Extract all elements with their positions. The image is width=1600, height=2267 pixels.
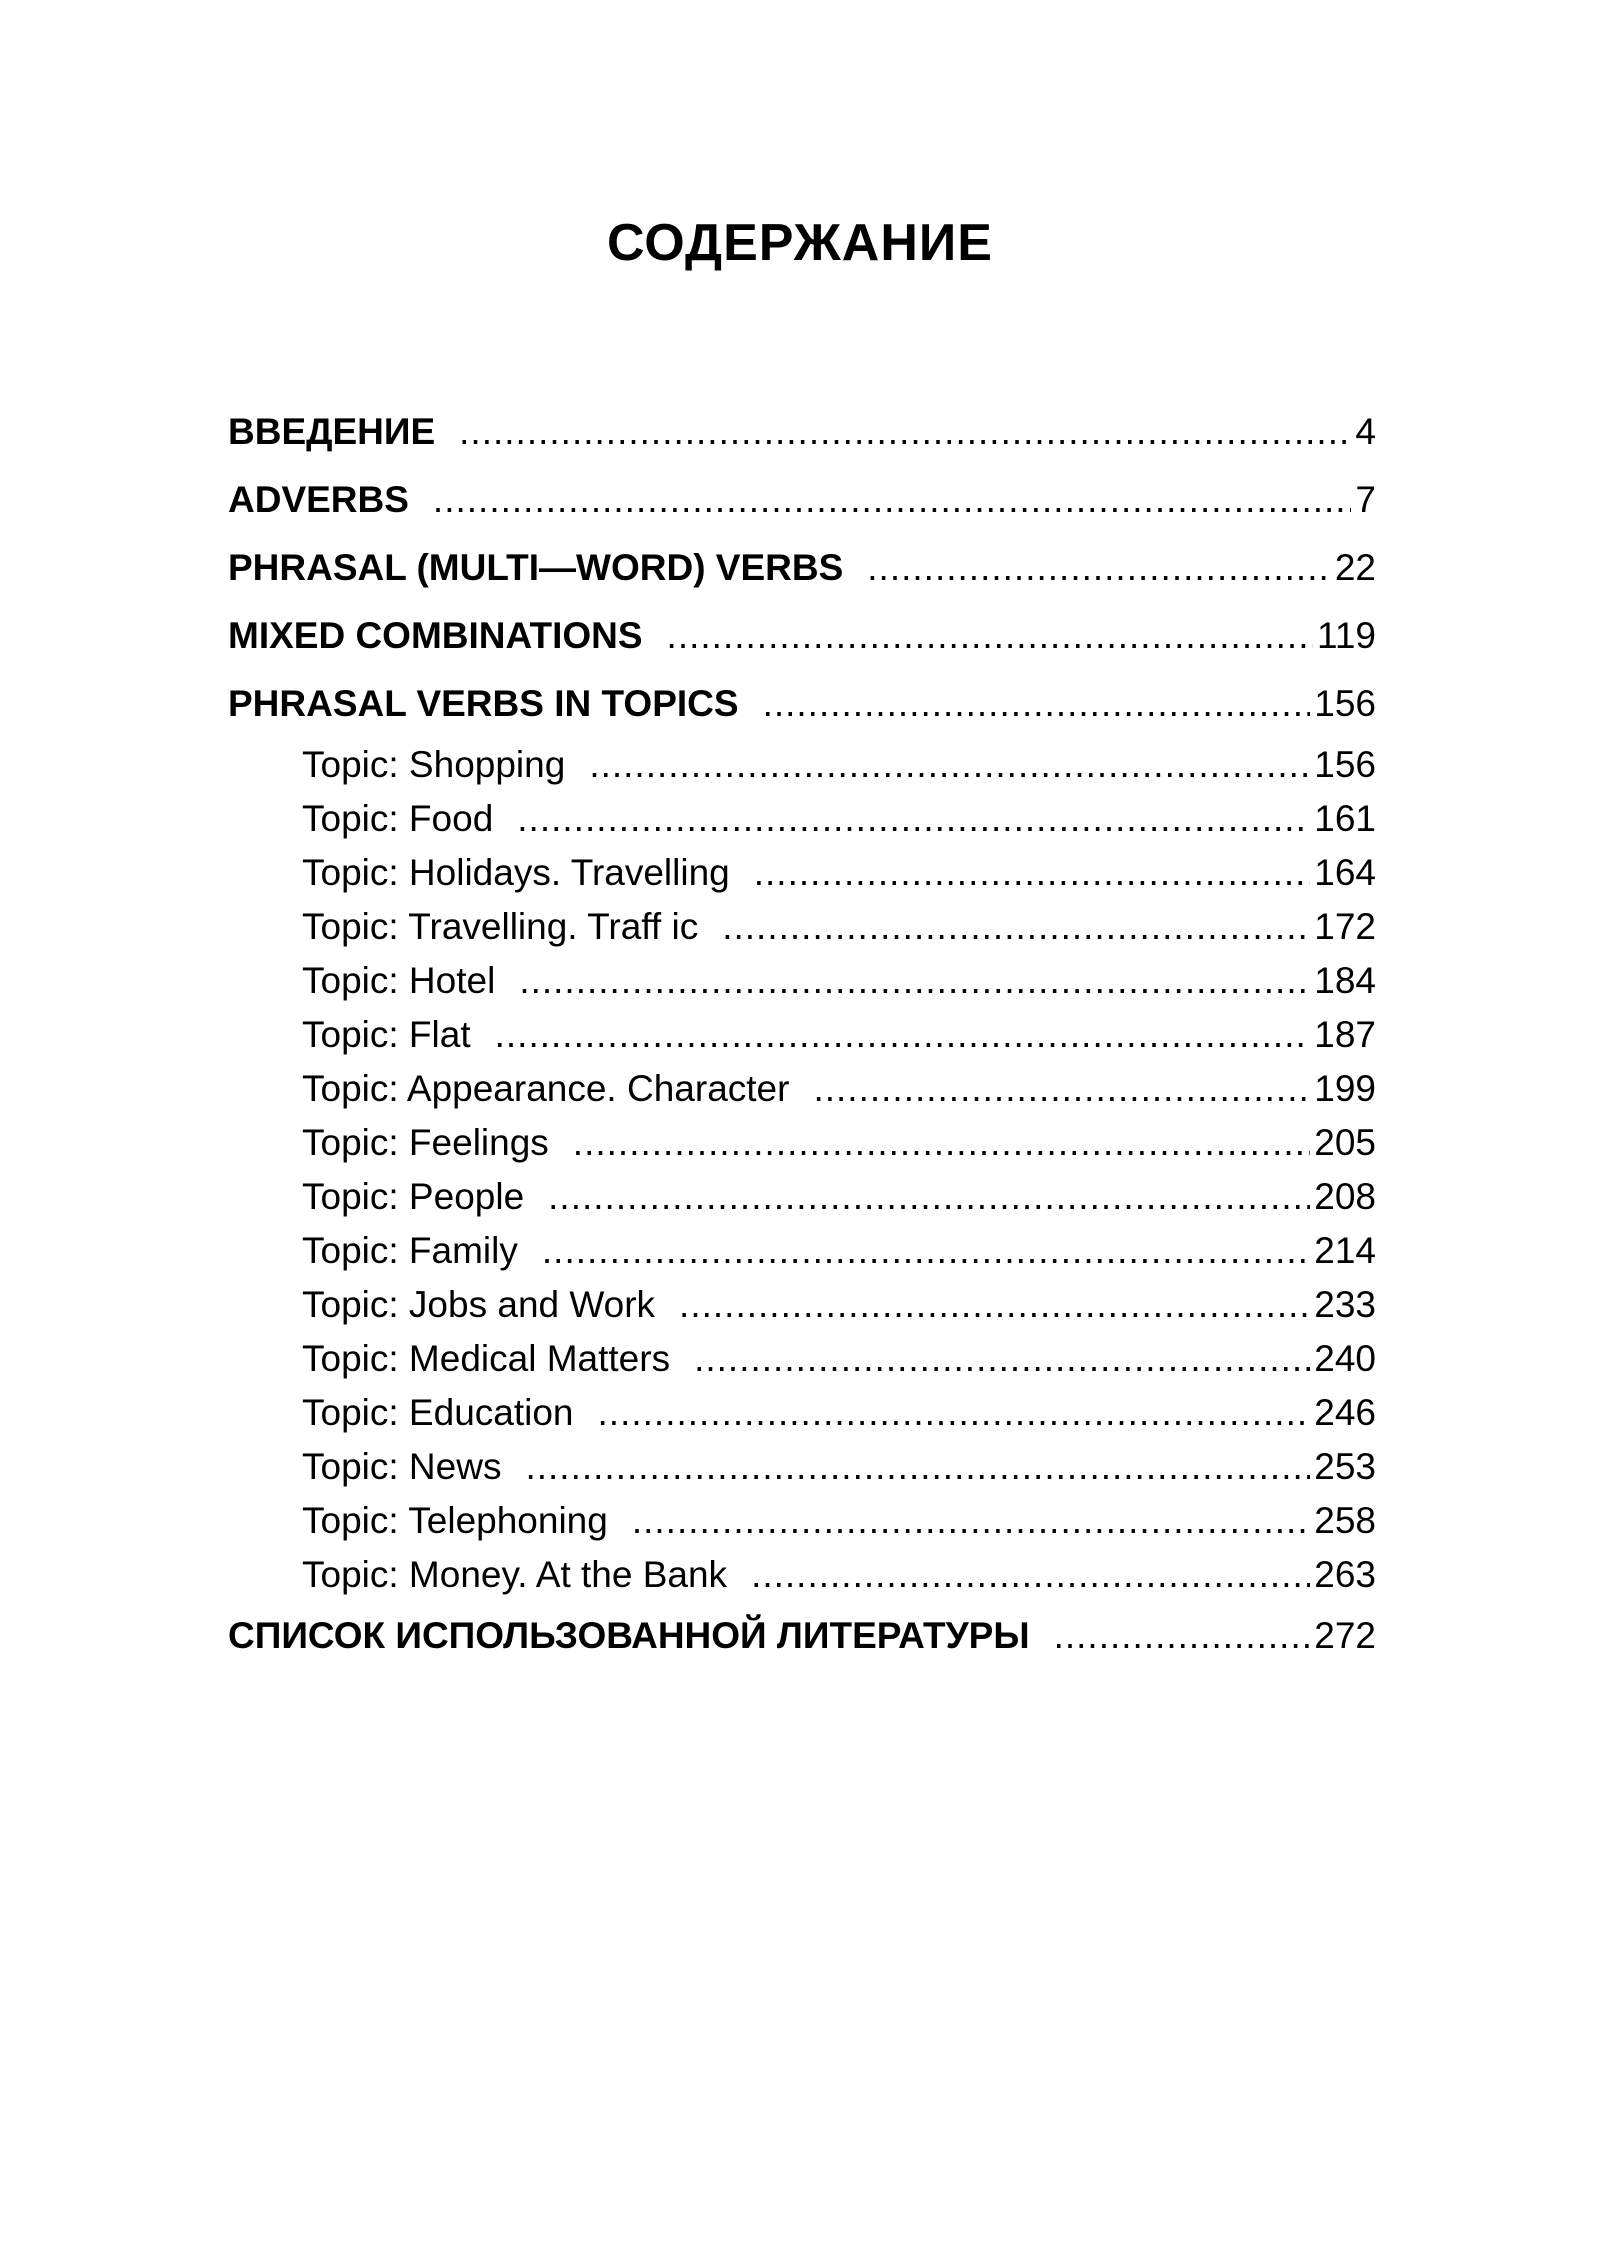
toc-dot-leader (525, 1440, 1310, 1494)
toc-entry[interactable] (228, 1008, 1376, 1062)
toc-entry-label: PHRASAL VERBS IN TOPICS (228, 683, 739, 724)
toc-entry-label: Topic: News (302, 1446, 502, 1487)
toc-dot-leader (667, 602, 1313, 670)
toc-page-number: 233 (1314, 1284, 1376, 1325)
toc-page-number: 164 (1314, 852, 1376, 893)
toc-page-number: 184 (1314, 960, 1376, 1001)
toc-dot-leader (495, 1008, 1311, 1062)
toc-entry-label: Topic: Holidays. Travelling (302, 852, 730, 893)
toc-dot-leader (751, 1548, 1310, 1602)
toc-page-number: 7 (1355, 479, 1376, 520)
toc-page-number: 208 (1314, 1176, 1376, 1217)
toc-entry[interactable] (228, 1602, 1376, 1670)
toc-page-number: 272 (1314, 1615, 1376, 1656)
toc-entry-label: Topic: People (302, 1176, 525, 1217)
toc-dot-leader (573, 1116, 1310, 1170)
toc-entry[interactable] (228, 670, 1376, 738)
toc-entry-label: Topic: Hotel (302, 960, 496, 1001)
toc-entry[interactable] (228, 792, 1376, 846)
toc-page-number: 172 (1314, 906, 1376, 947)
toc-entry-label: Topic: Education (302, 1392, 574, 1433)
toc-dot-leader (632, 1494, 1310, 1548)
toc-entry[interactable] (228, 602, 1376, 670)
toc-dot-leader (813, 1062, 1310, 1116)
toc-page-number: 4 (1355, 411, 1376, 452)
toc-dot-leader (694, 1332, 1310, 1386)
toc-entry[interactable] (228, 954, 1376, 1008)
toc-dot-leader (763, 670, 1311, 738)
toc-entry[interactable] (228, 846, 1376, 900)
toc-page-number: 253 (1314, 1446, 1376, 1487)
toc-dot-leader (679, 1278, 1310, 1332)
toc-dot-leader (459, 398, 1351, 466)
toc-page-number: 199 (1314, 1068, 1376, 1109)
toc-page-number: 263 (1314, 1554, 1376, 1595)
toc-entry[interactable] (228, 398, 1376, 466)
toc-dot-leader (722, 900, 1310, 954)
toc-entry[interactable] (228, 1332, 1376, 1386)
toc-entry[interactable] (228, 1278, 1376, 1332)
toc-entry[interactable] (228, 738, 1376, 792)
toc-entry-label: Topic: Appearance. Character (302, 1068, 790, 1109)
toc-page-number: 156 (1314, 744, 1376, 785)
toc-entry-label: Topic: Shopping (302, 744, 566, 785)
toc-page-number: 187 (1314, 1014, 1376, 1055)
toc-entry[interactable] (228, 1386, 1376, 1440)
toc-entry[interactable] (228, 1170, 1376, 1224)
toc-entry-label: Topic: Money. At the Bank (302, 1554, 728, 1595)
toc-page-number: 156 (1314, 683, 1376, 724)
toc-entry-label: СПИСОК ИСПОЛЬЗОВАННОЙ ЛИТЕРАТУРЫ (228, 1615, 1030, 1656)
toc-entry-label: Topic: Travelling. Traff ic (302, 906, 699, 947)
toc-dot-leader (433, 466, 1352, 534)
toc-dot-leader (598, 1386, 1311, 1440)
toc-entry-label: MIXED COMBINATIONS (228, 615, 643, 656)
toc-entry-label: ВВЕДЕНИЕ (228, 411, 436, 452)
toc-entry[interactable] (228, 534, 1376, 602)
toc-entry-label: Topic: Feelings (302, 1122, 549, 1163)
toc-entry-label: Topic: Flat (302, 1014, 471, 1055)
toc-dot-leader (867, 534, 1331, 602)
toc-entry-label: Topic: Family (302, 1230, 518, 1271)
toc-entry[interactable] (228, 1494, 1376, 1548)
toc-entry[interactable] (228, 1440, 1376, 1494)
toc-dot-leader (589, 738, 1310, 792)
toc-page-number: 258 (1314, 1500, 1376, 1541)
toc-page-number: 214 (1314, 1230, 1376, 1271)
toc-entry[interactable] (228, 466, 1376, 534)
toc-entry-label: Topic: Food (302, 798, 494, 839)
toc-dot-leader (519, 954, 1310, 1008)
toc-entry[interactable] (228, 1062, 1376, 1116)
toc-entry[interactable] (228, 1116, 1376, 1170)
toc-entry-label: Topic: Telephoning (302, 1500, 608, 1541)
toc-entry[interactable] (228, 1548, 1376, 1602)
toc-page-number: 240 (1314, 1338, 1376, 1379)
toc-page-number: 22 (1334, 547, 1376, 588)
page-title: СОДЕРЖАНИЕ (607, 214, 993, 272)
toc-dot-leader (1054, 1602, 1311, 1670)
toc-page-number: 246 (1314, 1392, 1376, 1433)
toc-entry[interactable] (228, 1224, 1376, 1278)
toc-dot-leader (548, 1170, 1310, 1224)
toc-page-number: 161 (1314, 798, 1376, 839)
toc-dot-leader (517, 792, 1310, 846)
toc-dot-leader (542, 1224, 1310, 1278)
toc-entry-label: Topic: Medical Matters (302, 1338, 671, 1379)
toc-dot-leader (754, 846, 1311, 900)
toc-entry[interactable] (228, 900, 1376, 954)
toc-entry-label: PHRASAL (MULTI—WORD) VERBS (228, 547, 844, 588)
toc-page-number: 119 (1317, 615, 1376, 656)
toc-entry-label: ADVERBS (228, 479, 409, 520)
toc-page-number: 205 (1314, 1122, 1376, 1163)
table-of-contents (228, 398, 1376, 1670)
toc-entry-label: Topic: Jobs and Work (302, 1284, 656, 1325)
